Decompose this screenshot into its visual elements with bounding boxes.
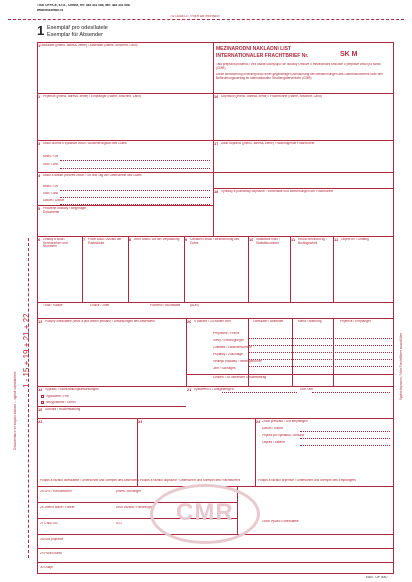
copy-number: 1 [37, 23, 45, 38]
pay-row-6: Celkem / Zu zahlender Gesamtbetrag [213, 376, 267, 379]
tear-line [8, 19, 404, 20]
box-24-label: Zboží převzato / Gut empfangen [262, 420, 308, 423]
box-16-label: Dopravce (jméno, adresa, země) / Frachtführer (Name, Anschrift, Land) [221, 95, 322, 98]
row-26b: Druh vozidla / Fahrzeugtyp [116, 506, 155, 509]
box-1-label: Odesílatel (jméno, adresa, země) / Absender (Name, Anschrift, Land) [40, 44, 138, 47]
col-12-label: Objem m³ / Umfang [341, 238, 369, 241]
pay-head: K placení / Zu zahlen vom [194, 320, 231, 323]
box-3-country: Stát / Land [43, 163, 59, 166]
box-4-label: Místo a datum převzetí zboží / Ort und Tag der Übernahme des Gutes [43, 174, 142, 177]
row-29: 29 Počet úseků [40, 552, 62, 555]
row-30: 30 Údaje [40, 566, 53, 569]
title-line-2: INTERNATIONALER FRACHTBRIEF Nr. [216, 53, 309, 59]
box-24-departure: Odjezd / Abfahrt [262, 441, 285, 444]
col-6-label: Značky a čísla / Kennzeichen und Nummern [43, 238, 68, 249]
box-3-place: Místo / Ort [43, 155, 58, 158]
box-18-label: Výhrady a poznámky dopravce / Vorbehalte und Bemerkungen der Frachtführer [221, 190, 334, 193]
box-4-country: Stát / Land [43, 192, 59, 195]
col-8-label: Druh obalu / Art der Verpackung [134, 238, 180, 241]
box-24-date: Datum / Datum [262, 427, 284, 430]
printer-line-2: www.tiskoffice.cz [37, 9, 64, 12]
prepaid-checkbox[interactable] [41, 395, 44, 398]
printer-line-1: TISK OFFICE, s.r.o., Chrášť, tel: 483 341 088, fax: 483 341 088 [37, 4, 130, 7]
box-24-sign: Podpis a razítko příjemce / Unterschrift und Stempel des Empfängers [258, 479, 356, 482]
box-24-arrival: Příjezd pro vykládku / Ankunft [262, 434, 304, 437]
box-23-label: Podpis a razítko dopravce / Unterschrift und Stempel des Frachtführers [140, 479, 241, 482]
adr-tag: (ADR) [190, 304, 199, 307]
box-4-place: Místo / Ort [43, 185, 58, 188]
right-note: Zboží vyložit u odesílatele [262, 520, 299, 523]
adr-class: Třída / Klasse [43, 304, 63, 307]
unpaid-checkbox[interactable] [41, 401, 44, 404]
box-15-label: Dobírka / Rückerstattung [45, 408, 81, 411]
box-14-label: Výplata / Frachtzahlungsanweisungen [45, 388, 99, 391]
pay-row-0: Přepravné / Fracht [213, 332, 240, 335]
adr-letter: Písmeno / Buchstabe [150, 304, 181, 307]
box-3-label: Místo určené k vykládce zboží / Auslieferungsort des Gutes [43, 142, 127, 145]
box-22-label: Podpis a razítko odesílatele / Unterschrift und Stempel des Absenders [40, 479, 139, 482]
box-13-label: Pokyny odesílatele (celní a jiná úřední jednání) / Anweisungen des Absenders [45, 320, 155, 323]
box-2-label: Příjemce (jméno, adresa, země) / Empfänger (Name, Anschrift, Land) [43, 95, 141, 98]
title-text-1: Tato přeprava podléhá, i bez každé odchylující se doložky Úmluvě o mezinárodní smlouvě o přepravě zboží po silnici (CMR). [216, 63, 381, 70]
box-17-label: Další dopravci (jméno, adresa, země) / Nachfolgende Frachtführer [221, 142, 315, 145]
title-line-1: MEZINÁRODNÍ NÁKLADNÍ LIST [216, 46, 291, 52]
copy-line-2: Exemplar für Absender [47, 32, 103, 38]
center-divider [213, 42, 214, 236]
pay-recipient: Příjemce / Empfänger [340, 320, 371, 323]
row-28: 28 Kód příjemce [40, 538, 64, 541]
pay-row-5: Jiné / Sonstiges [213, 367, 236, 370]
row-25b: přívěs / Anhänger [116, 490, 141, 493]
title-code: SK M [340, 51, 358, 58]
title-text-2: Diese Beförderung unterliegt trotz einer gegenteiligen Abmachung den Bestimmungen des Übereinkommens über den Beförderungsvertrag im internationalen Straßengüterverkehr (CMR). [216, 73, 383, 80]
prepaid-label: Vyplaceně / Frei [46, 395, 69, 398]
row-27b: IČO [116, 522, 122, 525]
col-10-label: Statistické číslo / Statistiknummer [256, 238, 280, 245]
row-27: 27 Číslo DIČ [40, 522, 59, 525]
pay-currency: Měna / Währung [298, 320, 322, 323]
box-5-label: Přiložené doklady / Beigefügte Dokumente [43, 207, 87, 214]
pay-row-4: Vedlejší poplatky / Nebengebühren [213, 360, 263, 363]
box-4-date: Datum / Datum [43, 199, 65, 202]
copy-line-1: Exemplář pro odesílatele [47, 25, 108, 31]
row-26: 26 Jméno řidiče / Fahrer [40, 506, 75, 509]
right-margin-text: Vyplní dopravce / Vom Frachtführer auszufüllen [399, 332, 403, 400]
box-21-date: Dne / am [300, 388, 313, 391]
pay-row-2: Zůstatek / Zwischensumme [213, 346, 252, 349]
col-11-label: Hrubá hmotnost kg / Bruttogewicht [298, 238, 327, 245]
box-1-num: 1 [38, 43, 41, 48]
left-margin-text: Dokumentace ve smyslu zákona ... vyplnit odesílatelem [13, 371, 17, 450]
tear-label: TU ODDĚLIT / HIER ABTRENNEN [170, 15, 220, 18]
pay-row-3: Příplatky / Zuschläge [213, 353, 243, 356]
cmr-form: TISK OFFICE, s.r.o., Chrášť, tel: 483 341 088, fax: 483 341 088 www.tiskoffice.cz TU ODDĚLIT / HIER ABTRENNEN 1 Exemplář pro odesílatele Exemplar für Absender Odesílatel (jméno, adresa, země) / Absender (Name, Anschrift, Land) 1 MEZINÁRODNÍ NÁKLADNÍ LIST INTERNATIONALER FRACHTBRIEF Nr. SK M Tato přeprava podléhá, i bez každé odchylující se doložky Úmluvě o mezinárodní smlouvě o přepravě zboží po silnici (CMR). Diese Beförderung unterliegt trotz einer gegenteiligen Abmachung den Bestimmungen des Übereinkommens über den Beförderungsvertrag im internationalen Straßengüterverkehr (CMR). 2 Příjemce (jméno, adresa, země) / Empfänger (Name, Anschrift, Land) 16 Dopravce (jméno, adresa, země) / Frachtführer (Name, Anschrift, Land) 3 Místo určené k vykládce zboží / Auslieferungsort des Gutes Místo / Ort Stát / Land 17 Další dopravci (jméno, adresa, země) / Nachfolgende Frachtführer 4 Místo a datum převzetí zboží / Ort und Tag der Übernahme des Gutes Místo / Ort Stát / Land Datum / Datum 18 Výhrady a poznámky dopravce / Vorbehalte und Bemerkungen der Frachtführer 5 Přiložené doklady / Beigefügte Dokumente 6 Značky a čísla / Kennzeichen und Nummern 7 Počet kusů / Anzahl der Packstücke 8 Druh obalu / Art der Verpackung 9 Označení zboží / Bezeichnung des Gutes 10 Statistické číslo / Statistiknummer 11 Hrubá hmotnost kg / Bruttogewicht 12 Objem m³ / Umfang Třída / Klasse Číslice / Ziffer Písmeno / Buchstabe (ADR) 13 Pokyny odesílatele (celní a jiná úřední jednání) / Anweisungen des Absenders 20 K placení / Zu zahlen vom Odesílatel / Absender Měna / Währung Příjemce / Empfänger Přepravné / Fracht Slevy / Ermäßigungen Zůstatek / Zwischensumme Příplatky / Zuschläge Vedlejší poplatky / Nebengebühren Jiné / Sonstiges Celkem / Zu zahlender Gesamtbetrag 14 Výplata / Frachtzahlungsanweisungen Vyplaceně / Frei Nevyplaceně / Unfrei 21 Vystaveno v / Ausgefertigt in Dne / am 15 Dobírka / Rückerstattung 22 23 24 Zboží převzato / Gut empfangen Datum / Datum Příjezd pro vykládku / Ankunft Odjezd / Abfahrt Podpis a razítko odesílatele / Unterschrift und Stempel des Absenders Podpis a razítko dopravce / Unterschrift und Stempel des Frachtführers Podpis a razítko příjemce / Unterschrift und Stempel des Empfängers 25 SPZ / Kennzeichen přívěs / Anhänger 26 Jméno řidiče / Fahrer Druh vozidla / Fahrzeugtyp 27 Číslo DIČ IČO 28 Kód příjemce 29 Počet úseků 30 Údaje Zboží vyložit u odesílatele CMR Dokumentace ve smyslu zákona ... vyplnit odesílatelem 1 - 15 + 19 + 21 + 22 Vyplní dopravce / Vom Frachtführer auszufüllen EAN - OP 0007 [0, 0, 412, 582]
col-9-label: Označení zboží / Bezeichnung des Gutes [190, 238, 240, 245]
pay-sender: Odesílatel / Absender [253, 320, 284, 323]
adr-number: Číslice / Ziffer [90, 304, 110, 307]
row-25: 25 SPZ / Kennzeichen [40, 490, 72, 493]
col-7-label: Počet kusů / Anzahl der Packstücke [88, 238, 122, 245]
box-21-label: Vystaveno v / Ausgefertigt in [194, 388, 235, 391]
cmr-watermark-text: CMR [176, 499, 234, 526]
unpaid-label: Nevyplaceně / Unfrei [46, 401, 76, 404]
left-margin-nums: 1 - 15 + 19 + 21 + 22 [22, 313, 31, 388]
pay-row-1: Slevy / Ermäßigungen [213, 339, 245, 342]
form-number: EAN - OP 0007 [366, 576, 388, 579]
